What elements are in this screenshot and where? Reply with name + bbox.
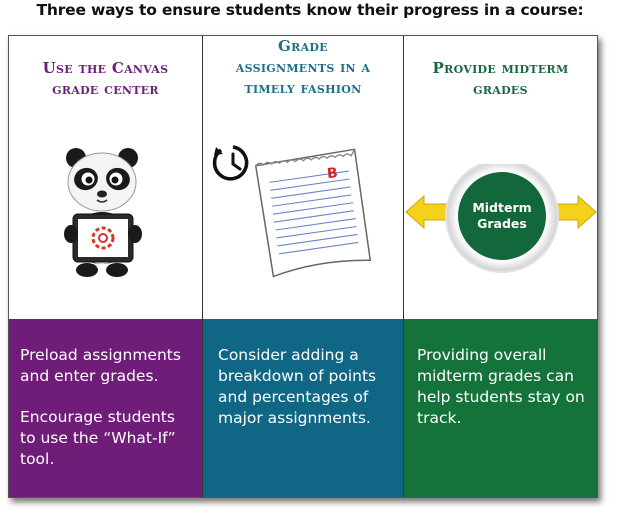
heading-line: assignments in a — [235, 58, 371, 76]
body-text: Encourage students to use the “What-If” tool. — [20, 408, 176, 468]
body-text: Providing overall midterm grades can help students stay on track. — [417, 346, 585, 427]
heading-line: Grade — [278, 37, 328, 55]
heading-line: Use the Canvas — [42, 59, 169, 77]
column-body — [9, 319, 202, 497]
clock-icon — [211, 144, 255, 184]
column-canvas-grade-center — [9, 36, 202, 497]
panda-with-canvas-tablet-icon — [53, 146, 153, 281]
column-heading — [203, 36, 403, 99]
infographic-panel — [8, 35, 598, 498]
heading-line: grade center — [52, 80, 159, 98]
column-heading — [404, 58, 597, 100]
column-timely-grading — [202, 36, 403, 497]
grade-mark: B — [326, 165, 339, 183]
graded-document-icon — [253, 148, 373, 278]
badge-line: Grades — [477, 216, 527, 231]
heading-line: grades — [473, 80, 528, 98]
body-text: Consider adding a breakdown of points and percentages of major assignments. — [218, 346, 377, 427]
column-midterm-grades — [403, 36, 597, 497]
badge-label — [464, 200, 540, 232]
column-body — [203, 319, 403, 497]
heading-line: Provide midterm — [432, 59, 569, 77]
heading-line: timely fashion — [244, 79, 362, 97]
page-title: Three ways to ensure students know their progress in a course: — [36, 1, 584, 19]
column-body — [404, 319, 597, 497]
badge-line: Midterm — [472, 200, 532, 215]
body-text: Preload assignments and enter grades. — [20, 346, 181, 385]
column-heading — [9, 58, 202, 100]
midterm-grades-badge — [404, 164, 598, 282]
